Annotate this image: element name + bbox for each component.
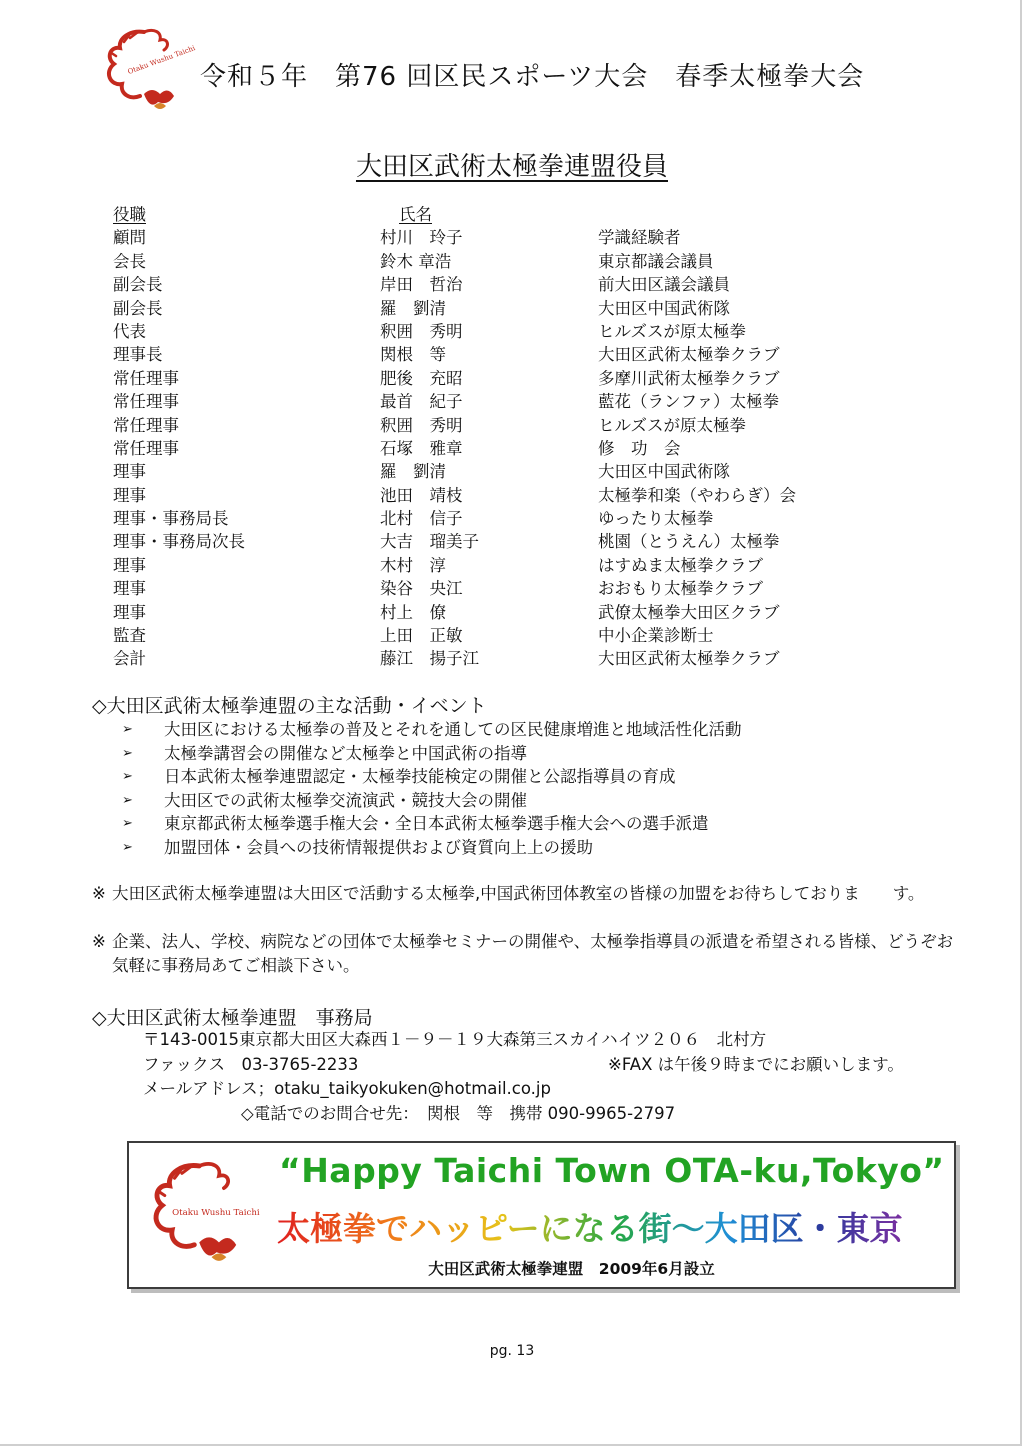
officer-roster	[113, 203, 913, 671]
activity-text: 大田区での武術太極拳交流演武・競技大会の開催	[164, 790, 527, 810]
header-title: 令和５年 第76 回区民スポーツ大会 春季太極拳大会	[200, 62, 865, 92]
page-number: pg. 13	[489, 1343, 535, 1359]
promo-banner	[127, 1141, 956, 1289]
roster-row	[113, 554, 913, 577]
banner-japanese-slogan: 太極拳でハッピーになる街～大田区・東京	[277, 1203, 903, 1250]
activity-text: 加盟団体・会員への技術情報提供および資質向上上の援助	[164, 837, 593, 857]
roster-row	[113, 507, 913, 530]
officer-role: 理事	[113, 462, 146, 482]
officer-affiliation: 中小企業診断士	[598, 626, 714, 646]
svg-text:Otaku Wushu Taichi: Otaku Wushu Taichi	[126, 44, 197, 76]
officer-name: 北村 信子	[380, 509, 463, 529]
roster-row	[113, 437, 913, 460]
officer-affiliation: 武僚太極拳大田区クラブ	[598, 602, 780, 622]
officer-role: 理事	[113, 485, 146, 505]
arrow-bullet-icon: ➢	[122, 816, 133, 831]
officer-name: 羅 劉清	[380, 462, 446, 482]
officer-role: 副会長	[113, 275, 163, 295]
arrow-bullet-icon: ➢	[122, 792, 133, 808]
officer-name: 上田 正敏	[380, 626, 463, 646]
activity-text: 東京都武術太極拳選手権大会・全日本武術太極拳選手権大会への選手派遣	[164, 814, 709, 833]
officer-affiliation: 前大田区議会議員	[598, 275, 730, 295]
roster-row	[113, 647, 913, 670]
officer-name: 釈囲 秀明	[380, 321, 463, 341]
roster-row	[113, 320, 913, 343]
activity-text: 大田区における太極拳の普及とそれを通しての区民健康増進と地域活性化活動	[164, 720, 742, 739]
activities-heading: ◇大田区武術太極拳連盟の主な活動・イベント	[92, 695, 487, 717]
arrow-bullet-icon: ➢	[122, 722, 133, 737]
roster-row	[113, 367, 913, 390]
roster-row	[113, 226, 913, 249]
activity-text: 太極拳講習会の開催など太極拳と中国武術の指導	[164, 743, 527, 763]
officer-name: 大吉 瑠美子	[380, 532, 479, 552]
officer-name: 肥後 充昭	[380, 368, 463, 388]
officer-role: 理事	[113, 602, 146, 622]
roster-row	[113, 414, 913, 437]
officer-name: 石塚 雅章	[380, 438, 463, 458]
note-seminar	[92, 930, 962, 977]
note-mark: ※	[92, 884, 106, 903]
officer-affiliation: 大田区中国武術隊	[598, 298, 730, 318]
office-address: 〒143-0015東京都大田区大森西１－９－１９大森第三スカイハイツ２０６ 北村方	[143, 1030, 767, 1049]
office-fax-note: ※FAX は午後９時までにお願いします。	[608, 1054, 904, 1074]
officer-affiliation: ヒルズスが原太極拳	[598, 321, 747, 341]
page-title: 大田区武術太極拳連盟役員	[355, 152, 668, 182]
office-contact	[143, 1028, 904, 1126]
svg-text:Otaku Wushu Taichi: Otaku Wushu Taichi	[172, 1208, 260, 1219]
officer-role: 常任理事	[113, 392, 179, 412]
officer-role: 常任理事	[113, 415, 179, 435]
officer-role: 会計	[113, 649, 146, 669]
officer-name: 最首 紀子	[380, 392, 463, 412]
officer-role: 理事	[113, 555, 146, 575]
roster-row	[113, 343, 913, 366]
arrow-bullet-icon: ➢	[122, 769, 133, 784]
note-mark: ※	[92, 932, 106, 951]
officer-name: 釈囲 秀明	[380, 415, 463, 435]
office-email[interactable]: メールアドレス；otaku_taikyokuken@hotmail.co.jp	[143, 1079, 551, 1098]
office-phone: ◇電話でのお問合せ先： 関根 等 携帯 090-9965-2797	[241, 1103, 676, 1123]
officer-name: 村上 僚	[380, 602, 446, 622]
officer-role: 理事・事務局次長	[113, 532, 245, 552]
officer-role: 理事長	[113, 345, 163, 365]
roster-row	[113, 530, 913, 553]
officer-affiliation: 多摩川武術太極拳クラブ	[598, 368, 780, 388]
roster-header	[113, 203, 913, 226]
officer-affiliation: 東京都議会議員	[598, 251, 714, 271]
officer-name: 池田 靖枝	[380, 485, 463, 505]
officer-role: 理事	[113, 579, 146, 599]
officer-name: 藤江 揚子江	[380, 649, 479, 669]
office-fax: ファックス 03‐3765‐2233	[143, 1054, 359, 1074]
officer-affiliation: 桃園（とうえん）太極拳	[598, 532, 780, 552]
officer-affiliation: 学識経験者	[598, 228, 681, 248]
officer-name: 岸田 哲治	[380, 275, 463, 295]
roster-row	[113, 484, 913, 507]
officer-affiliation: 太極拳和楽（やわらぎ）会	[598, 485, 796, 505]
officer-affiliation: 大田区武術太極拳クラブ	[598, 345, 780, 365]
officer-role: 顧問	[113, 228, 146, 248]
officer-affiliation: ヒルズスが原太極拳	[598, 415, 747, 435]
roster-row	[113, 577, 913, 600]
roster-row	[113, 390, 913, 413]
office-fax-line	[143, 1053, 904, 1078]
officer-name: 羅 劉清	[380, 298, 446, 318]
activity-text: 日本武術太極拳連盟認定・太極拳技能検定の開催と公認指導員の育成	[164, 767, 676, 786]
note-membership	[92, 882, 962, 906]
roster-row	[113, 601, 913, 624]
roster-row	[113, 460, 913, 483]
banner-english-slogan: “Happy Taichi Town OTA-ku,Tokyo”	[279, 1151, 945, 1190]
officer-affiliation: 大田区中国武術隊	[598, 462, 730, 482]
roster-row	[113, 297, 913, 320]
officer-role: 会長	[113, 251, 146, 271]
officer-affiliation: 修 功 会	[598, 438, 681, 458]
note-text: 企業、法人、学校、病院などの団体で太極拳セミナーの開催や、太極拳指導員の派遣を希望される皆様、どうぞお気軽に事務局あてご相談下さい。	[112, 932, 954, 975]
roster-row	[113, 273, 913, 296]
column-header-name: 氏名	[399, 205, 432, 224]
officer-name: 鈴木 章浩	[380, 251, 452, 271]
officer-affiliation: はすぬま太極拳クラブ	[598, 555, 763, 575]
officer-name: 木村 淳	[380, 555, 446, 575]
officer-role: 常任理事	[113, 438, 179, 458]
arrow-bullet-icon: ➢	[122, 745, 133, 761]
officer-role: 常任理事	[113, 368, 179, 388]
officer-name: 染谷 央江	[380, 579, 463, 599]
dragon-logo-icon	[100, 24, 197, 118]
officer-name: 関根 等	[380, 345, 446, 365]
officer-role: 理事・事務局長	[113, 509, 229, 529]
officer-role: 監査	[113, 626, 146, 646]
note-text: 大田区武術太極拳連盟は大田区で活動する太極拳,中国武術団体教室の皆様の加盟をお待ちしておりま す。	[112, 884, 925, 903]
banner-subtitle: 大田区武術太極拳連盟 2009年6月設立	[428, 1260, 715, 1278]
officer-affiliation: 藍花（ランファ）太極拳	[598, 392, 780, 412]
officer-affiliation: 大田区武術太極拳クラブ	[598, 649, 780, 669]
office-heading: ◇大田区武術太極拳連盟 事務局	[92, 1007, 373, 1029]
column-header-role: 役職	[113, 205, 146, 224]
arrow-bullet-icon: ➢	[122, 839, 133, 855]
roster-row	[113, 250, 913, 273]
officer-affiliation: ゆったり太極拳	[598, 509, 714, 529]
roster-row	[113, 624, 913, 647]
officer-affiliation: おおもり太極拳クラブ	[598, 579, 763, 599]
officer-role: 副会長	[113, 298, 163, 318]
officer-name: 村川 玲子	[380, 228, 463, 248]
officer-role: 代表	[113, 321, 146, 341]
